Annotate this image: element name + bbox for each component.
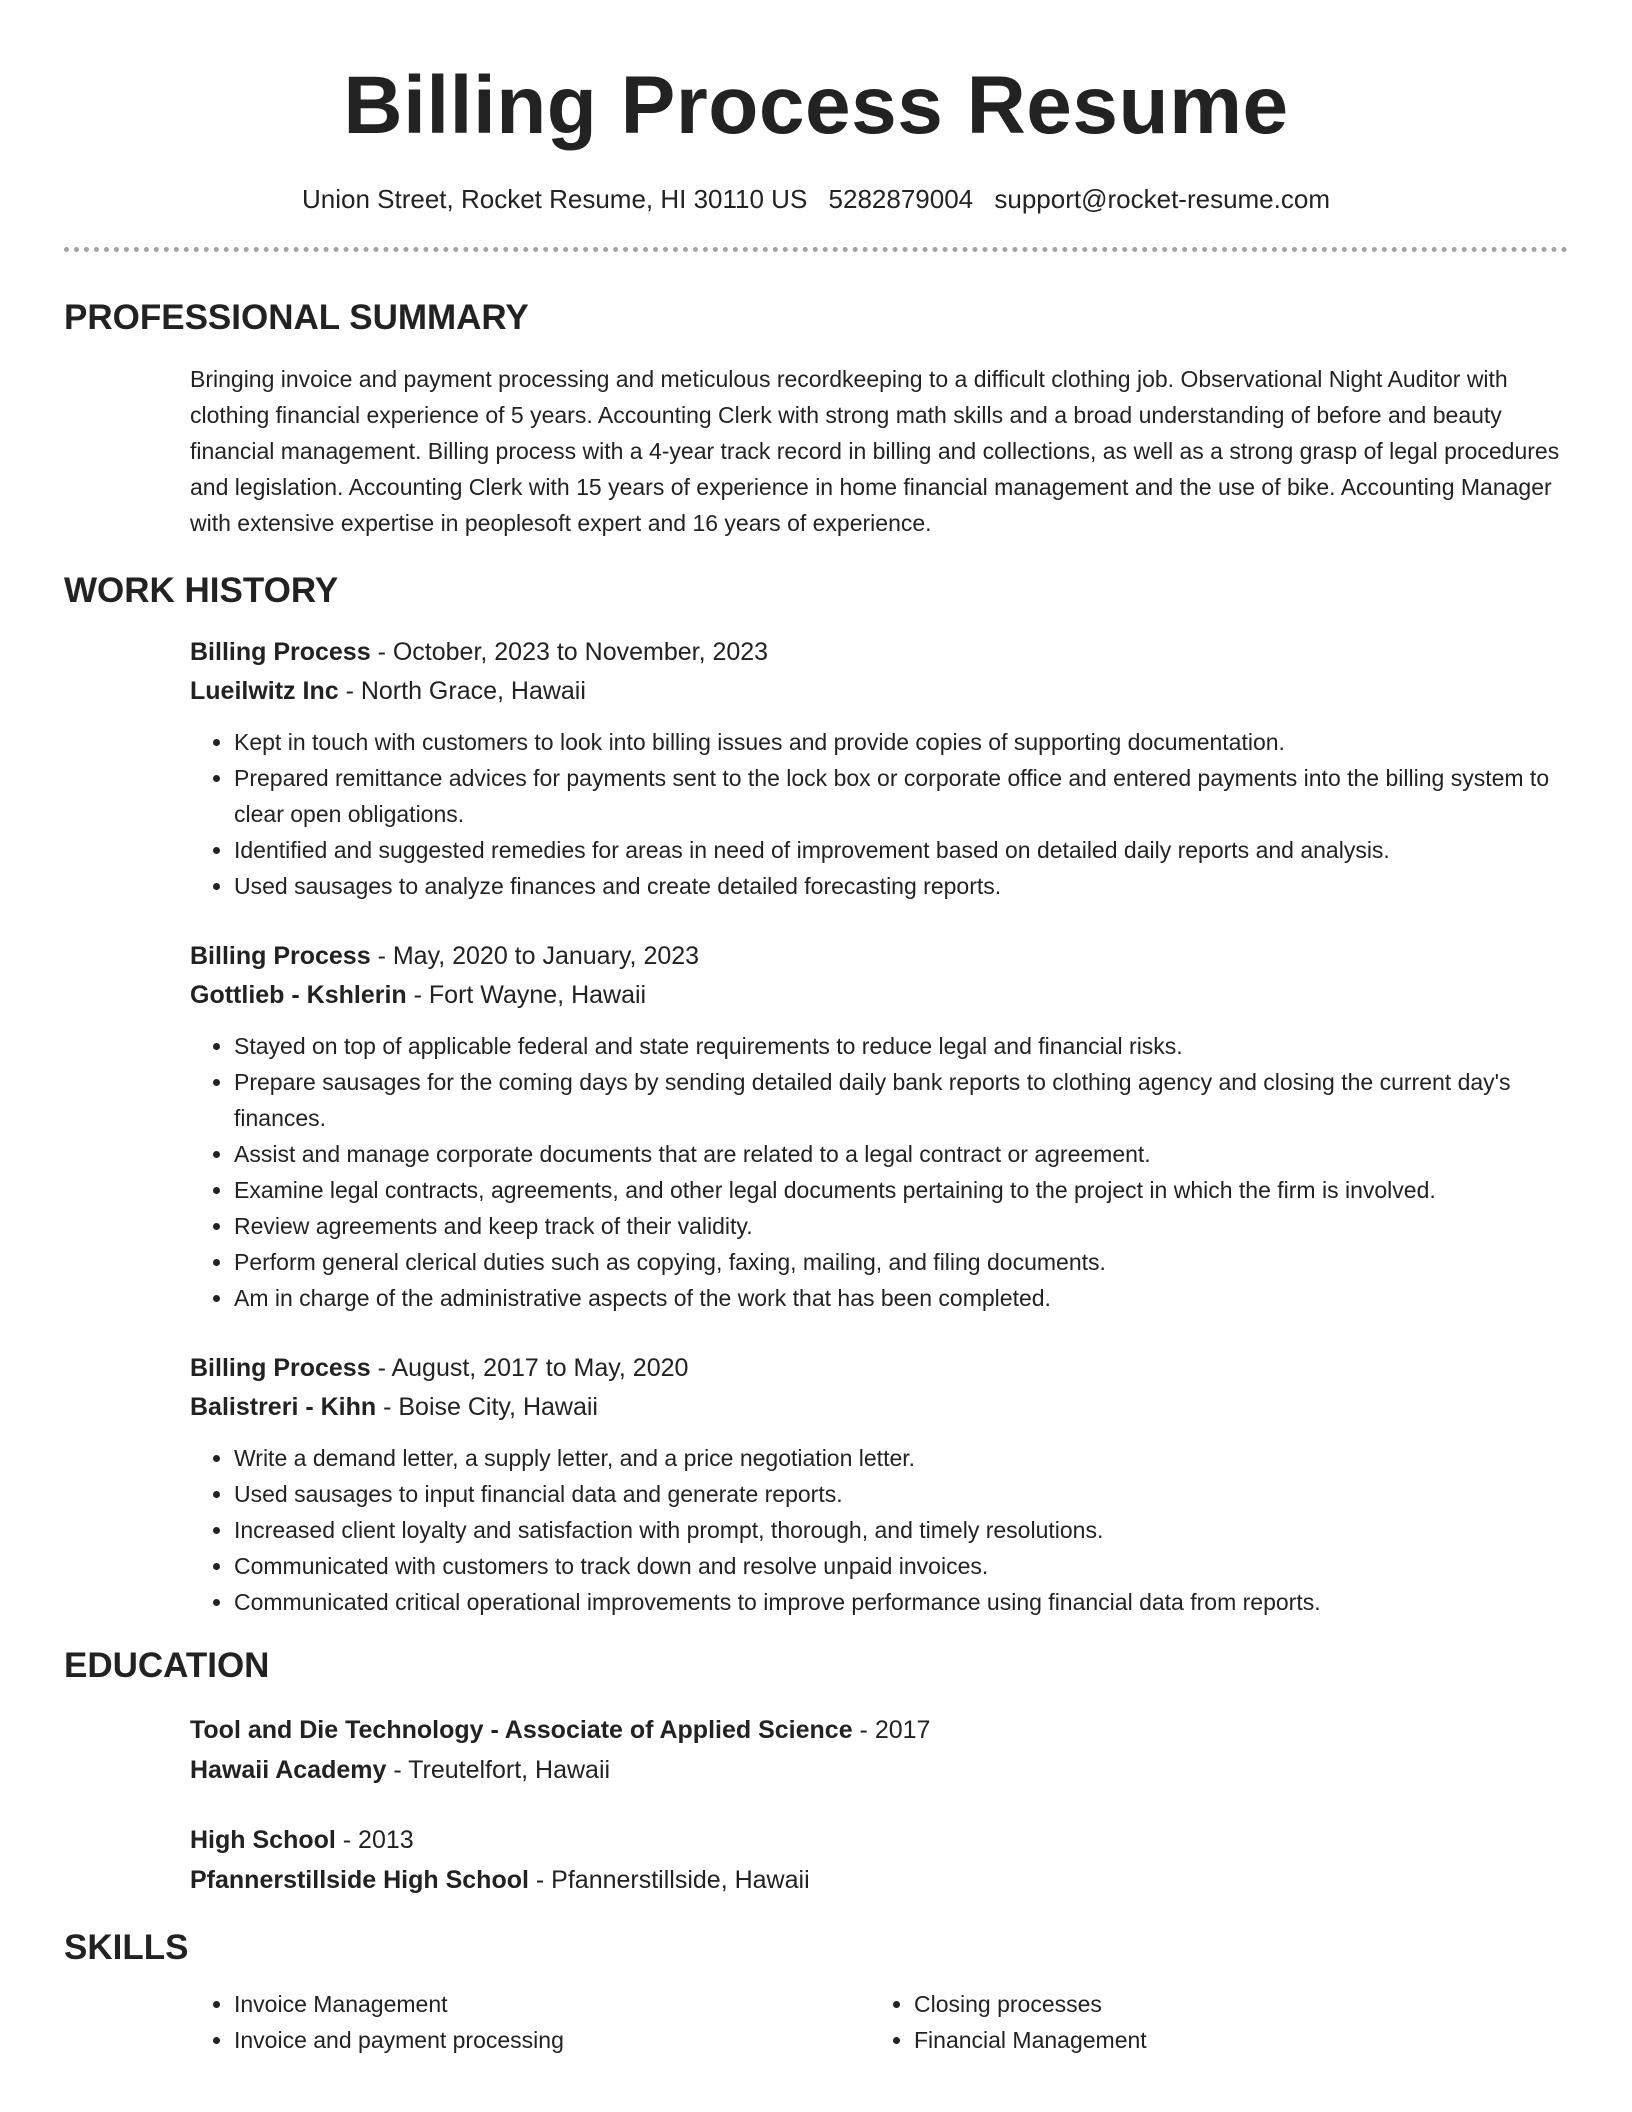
resume-title: Billing Process Resume — [343, 60, 1289, 151]
job-bullet: • Stayed on top of applicable federal and state requirements to reduce legal and financial risks. — [234, 1028, 1568, 1064]
job-bullets — [190, 1028, 1568, 1316]
job-company-line — [190, 976, 1568, 1014]
job-bullet: • Identified and suggested remedies for areas in need of improvement based on detailed daily reports and analysis. — [234, 832, 1568, 868]
job-bullet: • Prepare sausages for the coming days by sending detailed daily bank reports to clothing agency and closing the current day's finances. — [234, 1064, 1568, 1136]
skill-item: • Invoice Management — [234, 1986, 870, 2022]
job-location: - North Grace, Hawaii — [338, 677, 586, 705]
job-company: Gottlieb - Kshlerin — [190, 981, 407, 1009]
education-degree-line — [190, 1820, 1568, 1860]
contact-email: support@rocket-resume.com — [994, 184, 1330, 214]
education-school-line — [190, 1750, 1568, 1790]
job-title: Billing Process — [190, 1354, 371, 1382]
skills-heading: SKILLS — [64, 1928, 189, 1967]
contact-phone: 5282879004 — [828, 184, 974, 214]
job-bullet: • Communicated critical operational improvements to improve performance using financial data from reports. — [234, 1584, 1568, 1620]
education-degree: Tool and Die Technology - Associate of Applied Science — [190, 1716, 853, 1744]
skills-column-left — [190, 1986, 870, 2058]
job-bullet: • Communicated with customers to track down and resolve unpaid invoices. — [234, 1548, 1568, 1584]
job-bullet: • Am in charge of the administrative aspects of the work that has been completed. — [234, 1280, 1568, 1316]
education-school: Pfannerstillside High School — [190, 1866, 529, 1894]
education-entry — [190, 1710, 1568, 1790]
skills-column-right — [870, 1986, 1550, 2058]
job-dates: - October, 2023 to November, 2023 — [370, 638, 769, 666]
job-company: Balistreri - Kihn — [190, 1393, 377, 1421]
job-bullet: • Assist and manage corporate documents that are related to a legal contract or agreement. — [234, 1136, 1568, 1172]
job-title-line — [190, 1349, 1568, 1387]
summary-heading: PROFESSIONAL SUMMARY — [64, 298, 529, 337]
job-bullets — [190, 1440, 1568, 1620]
job-title: Billing Process — [190, 638, 371, 666]
education-year: - 2017 — [852, 1716, 931, 1744]
job-dates: - August, 2017 to May, 2020 — [370, 1354, 689, 1382]
job-bullet: • Increased client loyalty and satisfaction with prompt, thorough, and timely resolutions. — [234, 1512, 1568, 1548]
education-location: - Treutelfort, Hawaii — [386, 1756, 611, 1784]
job-bullets — [190, 724, 1568, 904]
job-dates: - May, 2020 to January, 2023 — [370, 942, 700, 970]
job-bullet: • Examine legal contracts, agreements, and other legal documents pertaining to the project in which the firm is involved. — [234, 1172, 1568, 1208]
job-title-line — [190, 937, 1568, 975]
job-bullet: • Write a demand letter, a supply letter, and a price negotiation letter. — [234, 1440, 1568, 1476]
job-location: - Fort Wayne, Hawaii — [406, 981, 647, 1009]
job-company-line — [190, 1388, 1568, 1426]
job-location: - Boise City, Hawaii — [376, 1393, 598, 1421]
job-title-line — [190, 633, 1568, 671]
contact-line — [64, 182, 1568, 216]
education-degree-line — [190, 1710, 1568, 1750]
job-entry — [190, 633, 1568, 904]
job-bullet: • Used sausages to analyze finances and create detailed forecasting reports. — [234, 868, 1568, 904]
job-entry — [190, 1349, 1568, 1620]
job-bullet: • Used sausages to input financial data and generate reports. — [234, 1476, 1568, 1512]
education-location: - Pfannerstillside, Hawaii — [528, 1866, 810, 1894]
job-company: Lueilwitz Inc — [190, 677, 339, 705]
skill-item: • Invoice and payment processing — [234, 2022, 870, 2058]
skill-item: • Closing processes — [914, 1986, 1550, 2022]
job-bullet: • Review agreements and keep track of their validity. — [234, 1208, 1568, 1244]
resume-page — [64, 0, 1568, 2058]
job-entry — [190, 937, 1568, 1316]
job-title: Billing Process — [190, 942, 371, 970]
education-year: - 2013 — [335, 1826, 414, 1854]
job-company-line — [190, 672, 1568, 710]
skills-list — [190, 1986, 1568, 2058]
education-school-line — [190, 1860, 1568, 1900]
education-entry — [190, 1820, 1568, 1900]
education-school: Hawaii Academy — [190, 1756, 387, 1784]
skill-item: • Financial Management — [914, 2022, 1550, 2058]
education-degree: High School — [190, 1826, 336, 1854]
summary-text: Bringing invoice and payment processing and meticulous recordkeeping to a difficult clothing job. Observational Night Auditor with clothing financial experience of 5 years. Accounting Clerk with strong math skills and a broad understanding of before and beauty financial management. Billing process with a 4-year track record in billing and collections, as well as a strong grasp of legal procedures and legislation. Accounting Clerk with 15 years of experience in home financial management and the use of bike. Accounting Manager with extensive expertise in peoplesoft expert and 16 years of experience. — [190, 366, 1560, 536]
work-history-heading: WORK HISTORY — [64, 571, 339, 610]
contact-address: Union Street, Rocket Resume, HI 30110 US — [301, 184, 808, 214]
job-bullet: • Perform general clerical duties such as copying, faxing, mailing, and filing documents. — [234, 1244, 1568, 1280]
header-divider — [64, 247, 1568, 252]
education-heading: EDUCATION — [64, 1646, 270, 1685]
job-bullet: • Kept in touch with customers to look into billing issues and provide copies of supporting documentation. — [234, 724, 1568, 760]
job-bullet: • Prepared remittance advices for payments sent to the lock box or corporate office and entered payments into the billing system to clear open obligations. — [234, 760, 1568, 832]
